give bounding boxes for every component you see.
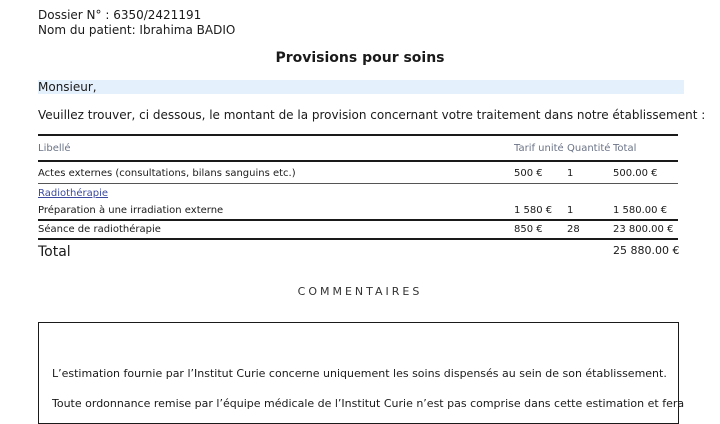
header-total: Total [613, 143, 637, 154]
row-tarif: 850 € [514, 224, 543, 235]
header-libelle: Libellé [38, 143, 71, 154]
dossier-number: Dossier N° : 6350/2421191 [38, 8, 202, 22]
row-tarif: 1 580 € [514, 205, 553, 216]
header-rule [38, 160, 678, 162]
row-total: 1 580.00 € [613, 205, 668, 216]
header-tarif: Tarif unité [514, 143, 564, 154]
total-label: Total [38, 244, 71, 260]
row-divider [38, 183, 678, 184]
comment-paragraph: Toute ordonnance remise par l’équipe médicale de l’Institut Curie n’est pas comprise dans cette estimation et fera [52, 397, 685, 410]
row-label: Actes externes (consultations, bilans sanguins etc.) [38, 168, 296, 179]
salutation: Monsieur, [38, 80, 97, 94]
header-quantite: Quantité [567, 143, 611, 154]
row-total: 23 800.00 € [613, 224, 674, 235]
intro-text: Veuillez trouver, ci dessous, le montant de la provision concernant votre traitement dans notre établissement : [38, 108, 706, 122]
total-value: 25 880.00 € [613, 244, 680, 257]
row-label: Préparation à une irradiation externe [38, 205, 224, 216]
patient-name: Nom du patient: Ibrahima BADIO [38, 23, 236, 37]
section-radiotherapie-link[interactable]: Radiothérapie [38, 188, 109, 199]
comment-paragraph: L’estimation fournie par l’Institut Curie concerne uniquement les soins dispensés au sein de son établissement. [52, 367, 667, 380]
row-tarif: 500 € [514, 168, 543, 179]
row-qty: 1 [567, 205, 574, 216]
comments-title: COMMENTAIRES [297, 285, 423, 298]
row-qty: 28 [567, 224, 580, 235]
row-divider [38, 219, 678, 221]
document-title: Provisions pour soins [275, 50, 445, 66]
row-total: 500.00 € [613, 168, 658, 179]
row-qty: 1 [567, 168, 574, 179]
row-label: Séance de radiothérapie [38, 224, 161, 235]
table-top-rule [38, 134, 678, 136]
total-rule [38, 238, 678, 240]
salutation-highlight [38, 80, 684, 94]
